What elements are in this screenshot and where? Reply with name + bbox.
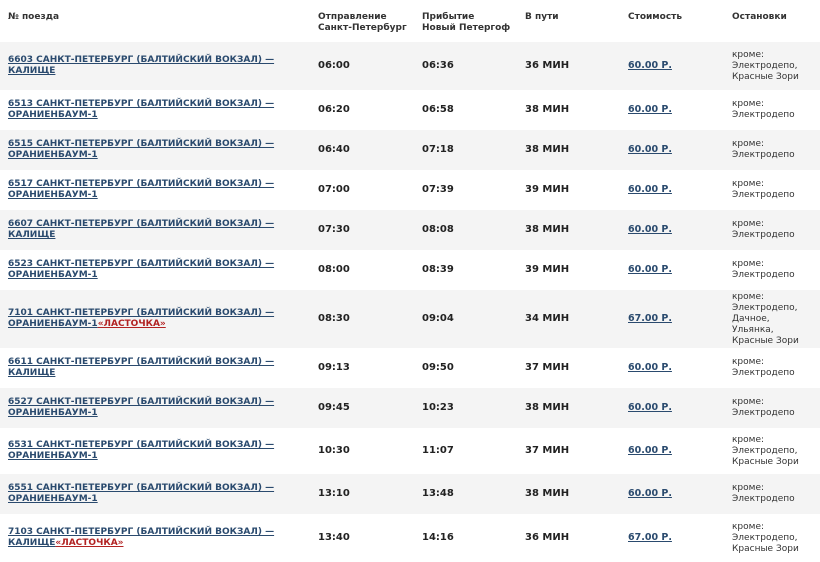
cell-duration: [517, 388, 620, 428]
stop-line: кроме:: [732, 434, 765, 445]
train-route-line1: 6611 САНКТ-ПЕТЕРБУРГ (БАЛТИЙСКИЙ ВОКЗАЛ) —: [8, 357, 275, 367]
cell-departure: [310, 428, 414, 474]
cell-train: [0, 250, 310, 290]
cell-price: [620, 130, 724, 170]
header-departure: Отправление Санкт-Петербург: [310, 0, 414, 42]
cell-stops: [724, 42, 820, 90]
cell-price: [620, 428, 724, 474]
cell-price-value[interactable]: 60.00 Р.: [628, 224, 672, 235]
train-route-line1: 6517 САНКТ-ПЕТЕРБУРГ (БАЛТИЙСКИЙ ВОКЗАЛ) —: [8, 179, 275, 189]
cell-price-value[interactable]: 60.00 Р.: [628, 104, 672, 115]
cell-departure: [310, 290, 414, 348]
stop-line: Электродепо: [732, 494, 795, 504]
stop-line: Электродепо,: [732, 60, 798, 71]
cell-arrival-value: 08:08: [422, 224, 454, 235]
cell-duration-value: 39 МИН: [525, 264, 570, 275]
cell-stops: [724, 474, 820, 514]
train-link[interactable]: [8, 397, 274, 418]
train-route-line1: 6603 САНКТ-ПЕТЕРБУРГ (БАЛТИЙСКИЙ ВОКЗАЛ) —: [8, 55, 275, 65]
cell-departure-value: 09:45: [318, 402, 350, 413]
cell-arrival-value: 13:48: [422, 488, 454, 499]
cell-train: [0, 42, 310, 90]
stop-line: Красные Зори: [732, 71, 799, 82]
stop-line: Электродепо: [732, 190, 795, 200]
table-row: [0, 388, 820, 428]
cell-departure: [310, 250, 414, 290]
cell-duration: [517, 474, 620, 514]
stop-line: кроме:: [732, 357, 765, 367]
train-route-line1: 6607 САНКТ-ПЕТЕРБУРГ (БАЛТИЙСКИЙ ВОКЗАЛ) —: [8, 219, 275, 229]
cell-departure: [310, 170, 414, 210]
lastochka-label[interactable]: «ЛАСТОЧКА»: [55, 538, 124, 548]
cell-duration: [517, 348, 620, 388]
train-destination: ОРАНИЕНБАУМ-1: [8, 110, 98, 120]
cell-price: [620, 90, 724, 130]
cell-duration-value: 38 МИН: [525, 104, 570, 115]
cell-arrival: [414, 210, 517, 250]
table-header-row: [0, 0, 820, 42]
cell-stops: [724, 290, 820, 348]
cell-duration-value: 38 МИН: [525, 224, 570, 235]
cell-departure-value: 06:40: [318, 144, 350, 155]
table-row: [0, 348, 820, 388]
train-route-line1: 6523 САНКТ-ПЕТЕРБУРГ (БАЛТИЙСКИЙ ВОКЗАЛ) —: [8, 259, 275, 269]
train-route-line1: 6551 САНКТ-ПЕТЕРБУРГ (БАЛТИЙСКИЙ ВОКЗАЛ) —: [8, 483, 275, 493]
cell-duration-value: 37 МИН: [525, 445, 570, 456]
cell-departure-value: 07:30: [318, 224, 350, 235]
cell-arrival: [414, 170, 517, 210]
table-row: [0, 210, 820, 250]
cell-arrival-value: 08:39: [422, 264, 454, 275]
cell-departure-value: 06:20: [318, 104, 350, 115]
train-link[interactable]: [8, 527, 274, 548]
cell-departure-value: 06:00: [318, 60, 350, 71]
cell-arrival: [414, 42, 517, 90]
train-link[interactable]: [8, 99, 274, 120]
cell-departure-value: 09:13: [318, 362, 350, 373]
cell-train: [0, 130, 310, 170]
train-destination: ОРАНИЕНБАУМ-1: [8, 494, 98, 504]
header-train: № поезда: [0, 0, 310, 42]
stop-line: кроме:: [732, 259, 765, 269]
cell-arrival-value: 07:18: [422, 144, 454, 155]
cell-price-value[interactable]: 60.00 Р.: [628, 488, 672, 499]
cell-price: [620, 348, 724, 388]
stop-line: кроме:: [732, 219, 765, 229]
stop-line: Красные Зори: [732, 335, 799, 346]
header-duration: В пути: [517, 0, 620, 42]
train-destination: КАЛИЩЕ: [8, 538, 56, 548]
train-link[interactable]: [8, 219, 274, 240]
cell-departure: [310, 348, 414, 388]
stop-line: Электродепо,: [732, 302, 798, 313]
cell-departure-value: 13:10: [318, 488, 350, 499]
train-route-line1: 6515 САНКТ-ПЕТЕРБУРГ (БАЛТИЙСКИЙ ВОКЗАЛ) —: [8, 139, 275, 149]
stop-line: кроме:: [732, 49, 765, 60]
stop-line: кроме:: [732, 99, 765, 109]
table-row: [0, 428, 820, 474]
cell-arrival-value: 07:39: [422, 184, 454, 195]
table-row: [0, 170, 820, 210]
cell-train: [0, 428, 310, 474]
cell-price: [620, 210, 724, 250]
stop-line: кроме:: [732, 291, 765, 302]
cell-arrival: [414, 90, 517, 130]
train-route-line1: 6513 САНКТ-ПЕТЕРБУРГ (БАЛТИЙСКИЙ ВОКЗАЛ) —: [8, 99, 275, 109]
cell-stops: [724, 210, 820, 250]
cell-duration: [517, 250, 620, 290]
cell-price-value[interactable]: 60.00 Р.: [628, 445, 672, 456]
cell-arrival-value: 06:58: [422, 104, 454, 115]
cell-stops: [724, 130, 820, 170]
cell-price-value[interactable]: 60.00 Р.: [628, 362, 672, 373]
cell-stops: [724, 348, 820, 388]
cell-price: [620, 474, 724, 514]
train-route-line1: 6527 САНКТ-ПЕТЕРБУРГ (БАЛТИЙСКИЙ ВОКЗАЛ) —: [8, 397, 275, 407]
cell-departure-value: 13:40: [318, 532, 350, 543]
table-row: [0, 130, 820, 170]
stop-line: кроме:: [732, 179, 765, 189]
cell-duration-value: 38 МИН: [525, 144, 570, 155]
cell-departure-value: 10:30: [318, 445, 350, 456]
cell-departure: [310, 130, 414, 170]
cell-duration-value: 38 МИН: [525, 402, 570, 413]
cell-train: [0, 210, 310, 250]
cell-arrival-value: 09:04: [422, 313, 454, 324]
cell-price-value[interactable]: 60.00 Р.: [628, 60, 672, 71]
cell-departure-value: 08:00: [318, 264, 350, 275]
cell-departure-value: 07:00: [318, 184, 350, 195]
cell-price: [620, 388, 724, 428]
train-destination: ОРАНИЕНБАУМ-1: [8, 150, 98, 160]
cell-duration: [517, 130, 620, 170]
cell-departure-value: 08:30: [318, 313, 350, 324]
stop-line: Электродепо,: [732, 532, 798, 543]
cell-arrival-value: 11:07: [422, 445, 454, 456]
cell-arrival: [414, 130, 517, 170]
stop-line: Электродепо: [732, 230, 795, 240]
cell-stops: [724, 428, 820, 474]
cell-price-value[interactable]: 67.00 Р.: [628, 313, 672, 324]
lastochka-label[interactable]: «ЛАСТОЧКА»: [97, 319, 166, 329]
cell-stops: [724, 250, 820, 290]
cell-duration: [517, 42, 620, 90]
train-destination: ОРАНИЕНБАУМ-1: [8, 408, 98, 418]
cell-train: [0, 290, 310, 348]
cell-arrival: [414, 250, 517, 290]
cell-price-value[interactable]: 67.00 Р.: [628, 532, 672, 543]
cell-arrival-value: 06:36: [422, 60, 454, 71]
cell-price-value[interactable]: 60.00 Р.: [628, 144, 672, 155]
cell-arrival: [414, 388, 517, 428]
table-row: [0, 474, 820, 514]
stop-line: Электродепо: [732, 150, 795, 160]
stop-line: кроме:: [732, 483, 765, 493]
cell-duration: [517, 290, 620, 348]
train-link[interactable]: [8, 357, 274, 378]
train-destination: КАЛИЩЕ: [8, 368, 56, 378]
table-row: [0, 250, 820, 290]
cell-stops: [724, 388, 820, 428]
cell-arrival-value: 10:23: [422, 402, 454, 413]
stop-line: Электродепо: [732, 110, 795, 120]
cell-duration-value: 36 МИН: [525, 532, 570, 543]
stop-line: Красные Зори: [732, 456, 799, 467]
train-destination: КАЛИЩЕ: [8, 230, 56, 240]
cell-price: [620, 250, 724, 290]
cell-train: [0, 90, 310, 130]
stop-line: Электродепо,: [732, 445, 798, 456]
train-destination: ОРАНИЕНБАУМ-1: [8, 451, 98, 461]
cell-duration: [517, 90, 620, 130]
cell-train: [0, 388, 310, 428]
train-destination: ОРАНИЕНБАУМ-1: [8, 190, 98, 200]
train-route-line1: 7103 САНКТ-ПЕТЕРБУРГ (БАЛТИЙСКИЙ ВОКЗАЛ) —: [8, 527, 275, 537]
cell-price: [620, 290, 724, 348]
stop-line: кроме:: [732, 397, 765, 407]
cell-train: [0, 474, 310, 514]
cell-price-value[interactable]: 60.00 Р.: [628, 402, 672, 413]
cell-departure: [310, 474, 414, 514]
train-route-line1: 6531 САНКТ-ПЕТЕРБУРГ (БАЛТИЙСКИЙ ВОКЗАЛ) —: [8, 440, 275, 450]
train-route-line1: 7101 САНКТ-ПЕТЕРБУРГ (БАЛТИЙСКИЙ ВОКЗАЛ) —: [8, 308, 275, 318]
table-row: [0, 90, 820, 130]
train-link[interactable]: [8, 139, 274, 160]
cell-stops: [724, 170, 820, 210]
cell-arrival: [414, 290, 517, 348]
cell-duration-value: 34 МИН: [525, 313, 570, 324]
train-destination: ОРАНИЕНБАУМ-1: [8, 319, 98, 329]
stop-line: Красные Зори: [732, 543, 799, 554]
cell-train: [0, 170, 310, 210]
train-link[interactable]: [8, 259, 274, 280]
header-stops: Остановки: [724, 0, 820, 42]
stop-line: Электродепо: [732, 270, 795, 280]
train-link[interactable]: [8, 483, 274, 504]
cell-arrival: [414, 428, 517, 474]
cell-duration-value: 39 МИН: [525, 184, 570, 195]
cell-price: [620, 42, 724, 90]
table-row: [0, 42, 820, 90]
cell-duration: [517, 428, 620, 474]
cell-duration: [517, 170, 620, 210]
stop-line: Дачное, Ульянка,: [732, 313, 774, 335]
stop-line: кроме:: [732, 521, 765, 532]
train-link[interactable]: [8, 55, 274, 76]
train-destination: ОРАНИЕНБАУМ-1: [8, 270, 98, 280]
cell-duration: [517, 210, 620, 250]
cell-departure: [310, 42, 414, 90]
cell-price-value[interactable]: 60.00 Р.: [628, 264, 672, 275]
cell-departure: [310, 388, 414, 428]
cell-duration-value: 38 МИН: [525, 488, 570, 499]
cell-arrival-value: 14:16: [422, 532, 454, 543]
cell-train: [0, 348, 310, 388]
train-link[interactable]: [8, 440, 274, 461]
header-arrival: Прибытие Новый Петергоф: [414, 0, 517, 42]
cell-price: [620, 170, 724, 210]
cell-arrival: [414, 348, 517, 388]
stop-line: кроме:: [732, 139, 765, 149]
stop-line: Электродепо: [732, 408, 795, 418]
cell-departure: [310, 90, 414, 130]
cell-duration-value: 36 МИН: [525, 60, 570, 71]
cell-arrival-value: 09:50: [422, 362, 454, 373]
cell-price-value[interactable]: 60.00 Р.: [628, 184, 672, 195]
header-price: Стоимость: [620, 0, 724, 42]
table-row: [0, 290, 820, 348]
cell-arrival: [414, 474, 517, 514]
stop-line: Электродепо: [732, 368, 795, 378]
train-link[interactable]: [8, 179, 274, 200]
cell-stops: [724, 90, 820, 130]
train-destination: КАЛИЩЕ: [8, 66, 56, 76]
cell-departure: [310, 210, 414, 250]
cell-duration-value: 37 МИН: [525, 362, 570, 373]
